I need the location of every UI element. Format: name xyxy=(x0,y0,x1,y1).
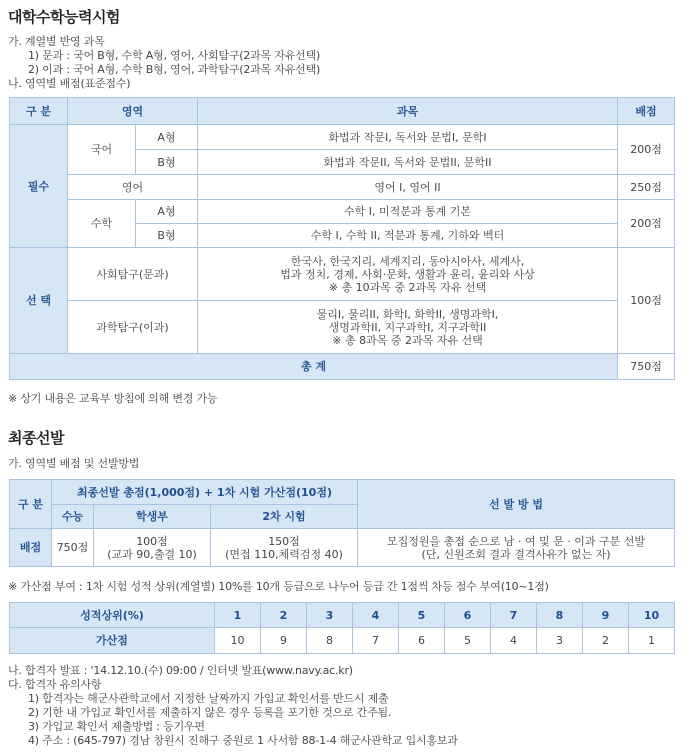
korean-type-b: B형 xyxy=(136,150,198,175)
bonus-label: 가산점 xyxy=(10,628,215,654)
rank-cell: 1 xyxy=(215,603,261,628)
final-col-method: 선 발 방 법 xyxy=(358,480,675,529)
subject-heading: 가. 계열별 반영 과목 xyxy=(8,35,105,48)
english-label: 영어 xyxy=(68,175,198,200)
second-score-detail: (면접 110,체력검정 40) xyxy=(225,547,343,561)
method-line1: 모집정원을 총점 순으로 남 · 여 및 문 · 이과 구분 선발 xyxy=(387,534,645,548)
rank-label: 성적상위(%) xyxy=(10,603,215,628)
announcement: 나. 합격자 발표 : '14.12.10.(수) 09:00 / 인터넷 발표(www.navy.ac.kr) xyxy=(8,664,353,677)
math-a-subjects: 수학 I, 미적분과 통계 기본 xyxy=(198,200,618,224)
bonus-point-cell: 10 xyxy=(215,628,261,654)
notice-heading: 다. 합격자 유의사항 xyxy=(8,678,102,691)
required-label: 필수 xyxy=(10,125,68,248)
final-score-label: 배점 xyxy=(10,529,52,567)
korean-score: 200점 xyxy=(618,125,675,175)
bonus-point-cell: 2 xyxy=(583,628,629,654)
notice-2: 2) 기한 내 가입교 확인서를 제출하지 않은 경우 등록을 포기한 것으로 간주됨. xyxy=(28,706,392,719)
change-note: ※ 상기 내용은 교육부 방침에 의해 변경 가능 xyxy=(8,392,218,405)
bonus-point-cell: 9 xyxy=(261,628,307,654)
final-school-score xyxy=(94,529,211,567)
section-title-suneung: 대학수학능력시험 xyxy=(8,8,120,26)
suneung-score-table xyxy=(9,97,675,380)
rank-cell: 10 xyxy=(629,603,675,628)
bonus-point-cell: 3 xyxy=(537,628,583,654)
final-col-suneung: 수능 xyxy=(52,505,94,529)
bonus-note: ※ 가산점 부여 : 1차 시험 성적 상위(계열별) 10%를 10개 등급으로 나누어 등급 간 1점씩 차등 점수 부여(10~1점) xyxy=(8,580,549,593)
korean-type-a: A형 xyxy=(136,125,198,150)
bonus-point-cell: 6 xyxy=(399,628,445,654)
school-score-detail: (교과 90,출결 10) xyxy=(107,547,197,561)
social-subjects xyxy=(198,248,618,301)
math-b-subjects: 수학 I, 수학 II, 적분과 통계, 기하와 벡터 xyxy=(198,224,618,248)
elective-score: 100점 xyxy=(618,248,675,354)
final-method xyxy=(358,529,675,567)
bonus-point-cell: 7 xyxy=(353,628,399,654)
final-col-total: 최종선발 총점(1,000점) + 1차 시험 가산점(10점) xyxy=(52,480,358,505)
social-subjects-line1: 한국사, 한국지리, 세계지리, 동아시아사, 세계사, xyxy=(290,254,525,268)
col-header-gubun: 구 분 xyxy=(10,98,68,125)
notice-4: 4) 주소 : (645-797) 경남 창원시 진해구 중원로 1 사서함 88-1-4 해군사관학교 입시홍보과 xyxy=(28,734,458,747)
bonus-point-cell: 5 xyxy=(445,628,491,654)
school-score-value: 100점 xyxy=(136,534,168,548)
english-score: 250점 xyxy=(618,175,675,200)
rank-cell: 6 xyxy=(445,603,491,628)
section-title-final: 최종선발 xyxy=(8,429,64,447)
bonus-point-cell: 1 xyxy=(629,628,675,654)
col-header-subject: 과목 xyxy=(198,98,618,125)
final-col-gubun: 구 분 xyxy=(10,480,52,529)
korean-label: 국어 xyxy=(68,125,136,175)
method-line2: (단, 신원조회 결과 결격사유가 없는 자) xyxy=(421,547,611,561)
rank-cell: 7 xyxy=(491,603,537,628)
rank-cell: 5 xyxy=(399,603,445,628)
total-score: 750점 xyxy=(618,354,675,380)
social-subjects-note: ※ 총 10과목 중 2과목 자유 선택 xyxy=(328,280,487,294)
english-subjects: 영어 I, 영어 II xyxy=(198,175,618,200)
science-subjects-cell xyxy=(198,301,618,354)
final-col-school: 학생부 xyxy=(94,505,211,529)
final-heading: 가. 영역별 배점 및 선발방법 xyxy=(8,457,140,470)
second-score-value: 150점 xyxy=(268,534,300,548)
rank-cell: 8 xyxy=(537,603,583,628)
final-col-second: 2차 시험 xyxy=(211,505,358,529)
notice-1: 1) 합격자는 해군사관학교에서 지정한 날짜까지 가입교 확인서를 반드시 제출 xyxy=(28,692,389,705)
rank-cell: 9 xyxy=(583,603,629,628)
bonus-point-cell: 4 xyxy=(491,628,537,654)
math-score: 200점 xyxy=(618,200,675,248)
science-subjects-line2: 생명과학II, 지구과학I, 지구과학II xyxy=(328,320,487,334)
science-subjects-line1: 물리I, 물리II, 화학I, 화학II, 생명과학I, xyxy=(316,307,499,321)
total-label: 총 계 xyxy=(10,354,618,380)
final-second-score xyxy=(211,529,358,567)
liberal-arts-subjects: 1) 문과 : 국어 B형, 수학 A형, 영어, 사회탐구(2과목 자유선택) xyxy=(28,49,321,62)
col-header-area: 영역 xyxy=(68,98,198,125)
col-header-score: 배점 xyxy=(618,98,675,125)
social-label: 사회탐구(문과) xyxy=(68,248,198,301)
elective-label: 선 택 xyxy=(10,248,68,354)
math-type-b: B형 xyxy=(136,224,198,248)
final-selection-table xyxy=(9,479,675,567)
bonus-point-cell: 8 xyxy=(307,628,353,654)
rank-cell: 4 xyxy=(353,603,399,628)
bonus-table xyxy=(9,602,675,654)
science-label: 과학탐구(이과) xyxy=(68,301,198,354)
math-label: 수학 xyxy=(68,200,136,248)
science-subjects-note: ※ 총 8과목 중 2과목 자유 선택 xyxy=(332,333,483,347)
final-suneung-score: 750점 xyxy=(52,529,94,567)
social-subjects-line2: 법과 정치, 경제, 사회·문화, 생활과 윤리, 윤리와 사상 xyxy=(280,267,535,281)
notice-3: 3) 가입교 확인서 제출방법 : 등기우편 xyxy=(28,720,205,733)
korean-b-subjects: 화법과 작문II, 독서와 문법II, 문학II xyxy=(198,150,618,175)
math-type-a: A형 xyxy=(136,200,198,224)
rank-cell: 3 xyxy=(307,603,353,628)
science-subjects: 2) 이과 : 국어 A형, 수학 B형, 영어, 과학탐구(2과목 자유선택) xyxy=(28,63,321,76)
rank-cell: 2 xyxy=(261,603,307,628)
score-heading: 나. 영역별 배점(표준점수) xyxy=(8,77,131,90)
korean-a-subjects: 화법과 작문I, 독서와 문법I, 문학I xyxy=(198,125,618,150)
